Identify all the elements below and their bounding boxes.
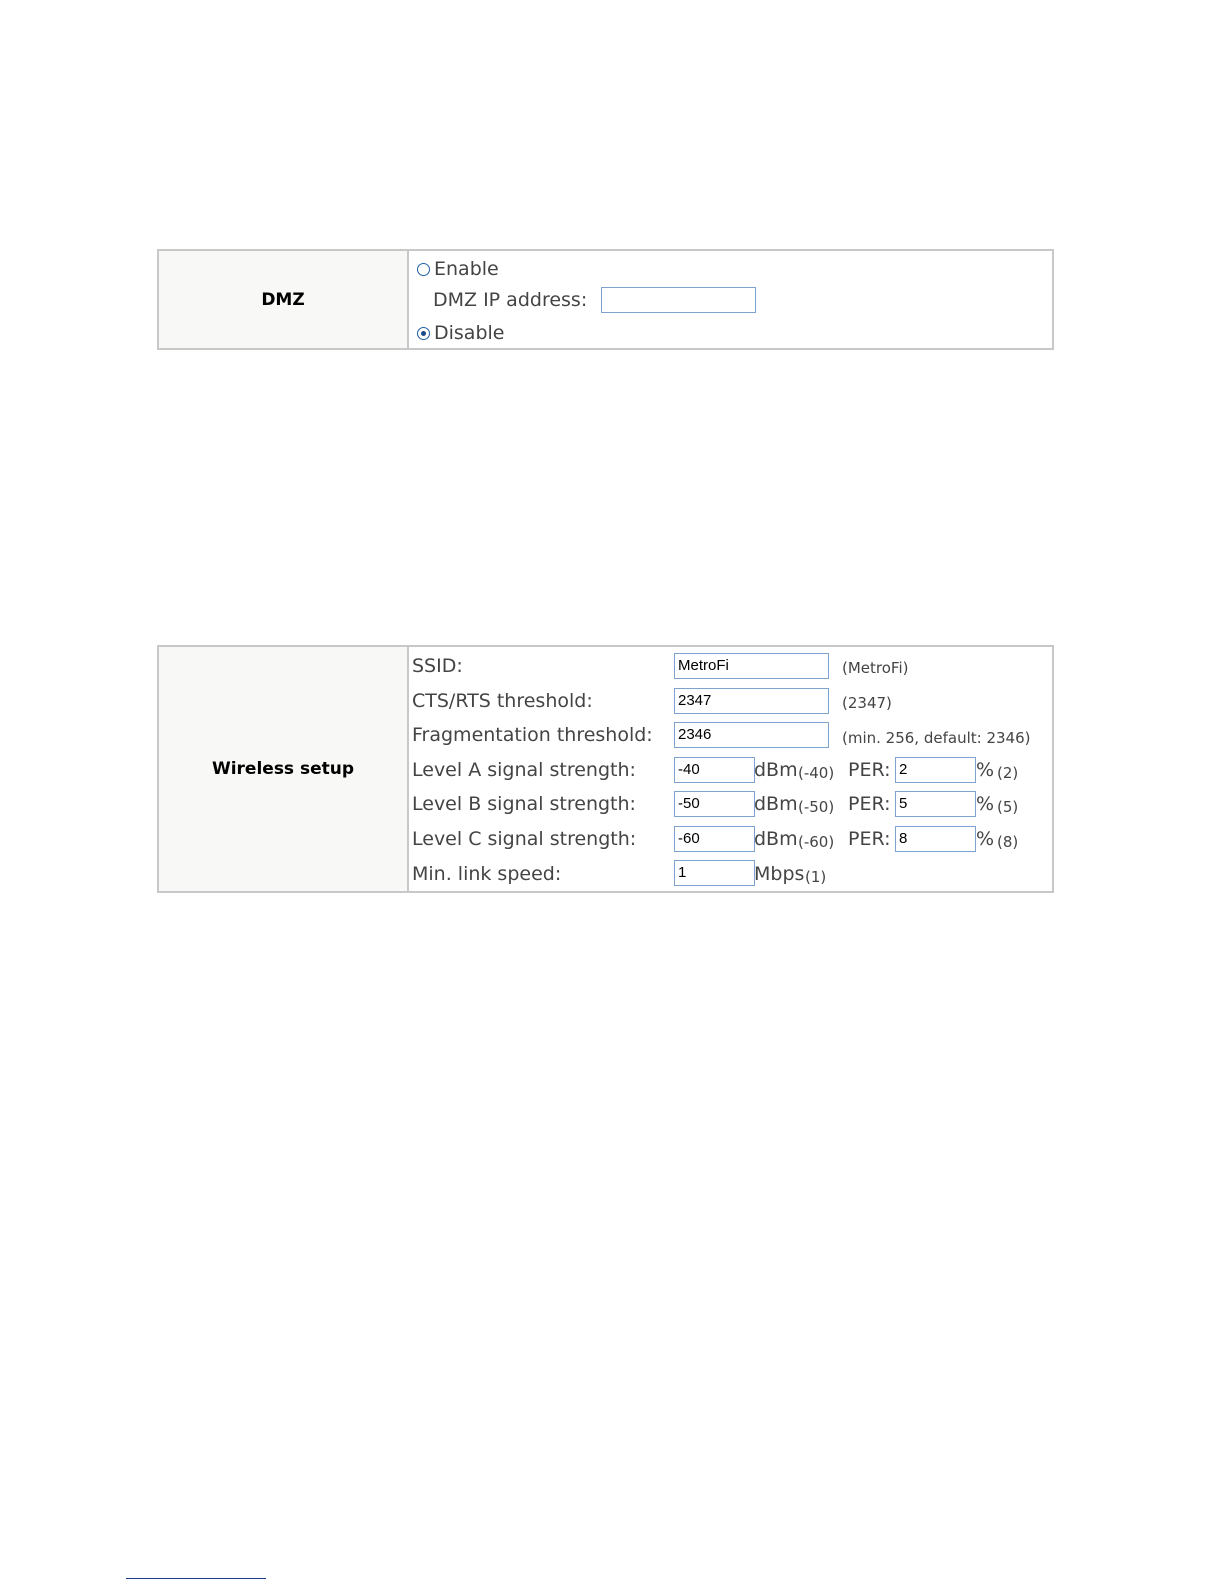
dmz-enable-radio[interactable] <box>417 263 430 276</box>
level-c-unit: dBm <box>754 828 798 850</box>
level-c-label: Level C signal strength: <box>412 828 637 850</box>
dmz-label: DMZ <box>159 251 409 348</box>
footnote-rule <box>126 1578 266 1579</box>
radio-selected-dot <box>421 331 426 336</box>
dmz-ip-input[interactable] <box>601 287 756 313</box>
level-b-label: Level B signal strength: <box>412 793 636 815</box>
fragmentation-input[interactable]: 2346 <box>674 722 829 748</box>
fragmentation-hint: (min. 256, default: 2346) <box>842 729 1031 747</box>
level-c-input[interactable]: -60 <box>674 826 755 852</box>
wireless-content <box>409 647 1052 891</box>
level-c-per-input[interactable]: 8 <box>895 826 976 852</box>
dmz-enable-option[interactable] <box>417 255 499 283</box>
ssid-input[interactable]: MetroFi <box>674 653 829 679</box>
ssid-label: SSID: <box>412 655 463 677</box>
level-b-default: (-50) <box>798 798 835 816</box>
level-a-per-default: (2) <box>997 764 1019 782</box>
level-c-per-default: (8) <box>997 833 1019 851</box>
dmz-enable-label: Enable <box>434 258 499 280</box>
level-a-per-label: PER: <box>848 759 891 781</box>
level-a-per-input[interactable]: 2 <box>895 757 976 783</box>
dmz-content <box>409 251 1052 348</box>
min-link-label: Min. link speed: <box>412 863 562 885</box>
level-c-per-label: PER: <box>848 828 891 850</box>
min-link-default: (1) <box>805 868 827 886</box>
level-a-default: (-40) <box>798 764 835 782</box>
level-b-per-label: PER: <box>848 793 891 815</box>
min-link-input[interactable]: 1 <box>674 860 755 886</box>
dmz-ip-label: DMZ IP address: <box>433 289 588 311</box>
level-b-input[interactable]: -50 <box>674 791 755 817</box>
cts-rts-label: CTS/RTS threshold: <box>412 690 593 712</box>
dmz-panel <box>157 249 1054 350</box>
level-b-per-input[interactable]: 5 <box>895 791 976 817</box>
level-c-per-unit: % <box>976 828 995 850</box>
fragmentation-label: Fragmentation threshold: <box>412 724 653 746</box>
min-link-unit: Mbps <box>754 863 805 885</box>
level-a-per-unit: % <box>976 759 995 781</box>
level-b-per-unit: % <box>976 793 995 815</box>
dmz-disable-label: Disable <box>434 322 505 344</box>
level-a-label: Level A signal strength: <box>412 759 636 781</box>
wireless-label: Wireless setup <box>159 647 409 891</box>
dmz-disable-radio[interactable] <box>417 327 430 340</box>
dmz-disable-option[interactable] <box>417 319 504 347</box>
cts-rts-hint: (2347) <box>842 694 892 712</box>
level-b-unit: dBm <box>754 793 798 815</box>
wireless-panel <box>157 645 1054 893</box>
level-a-unit: dBm <box>754 759 798 781</box>
cts-rts-input[interactable]: 2347 <box>674 688 829 714</box>
ssid-hint: (MetroFi) <box>842 659 909 677</box>
level-b-per-default: (5) <box>997 798 1019 816</box>
level-c-default: (-60) <box>798 833 835 851</box>
level-a-input[interactable]: -40 <box>674 757 755 783</box>
